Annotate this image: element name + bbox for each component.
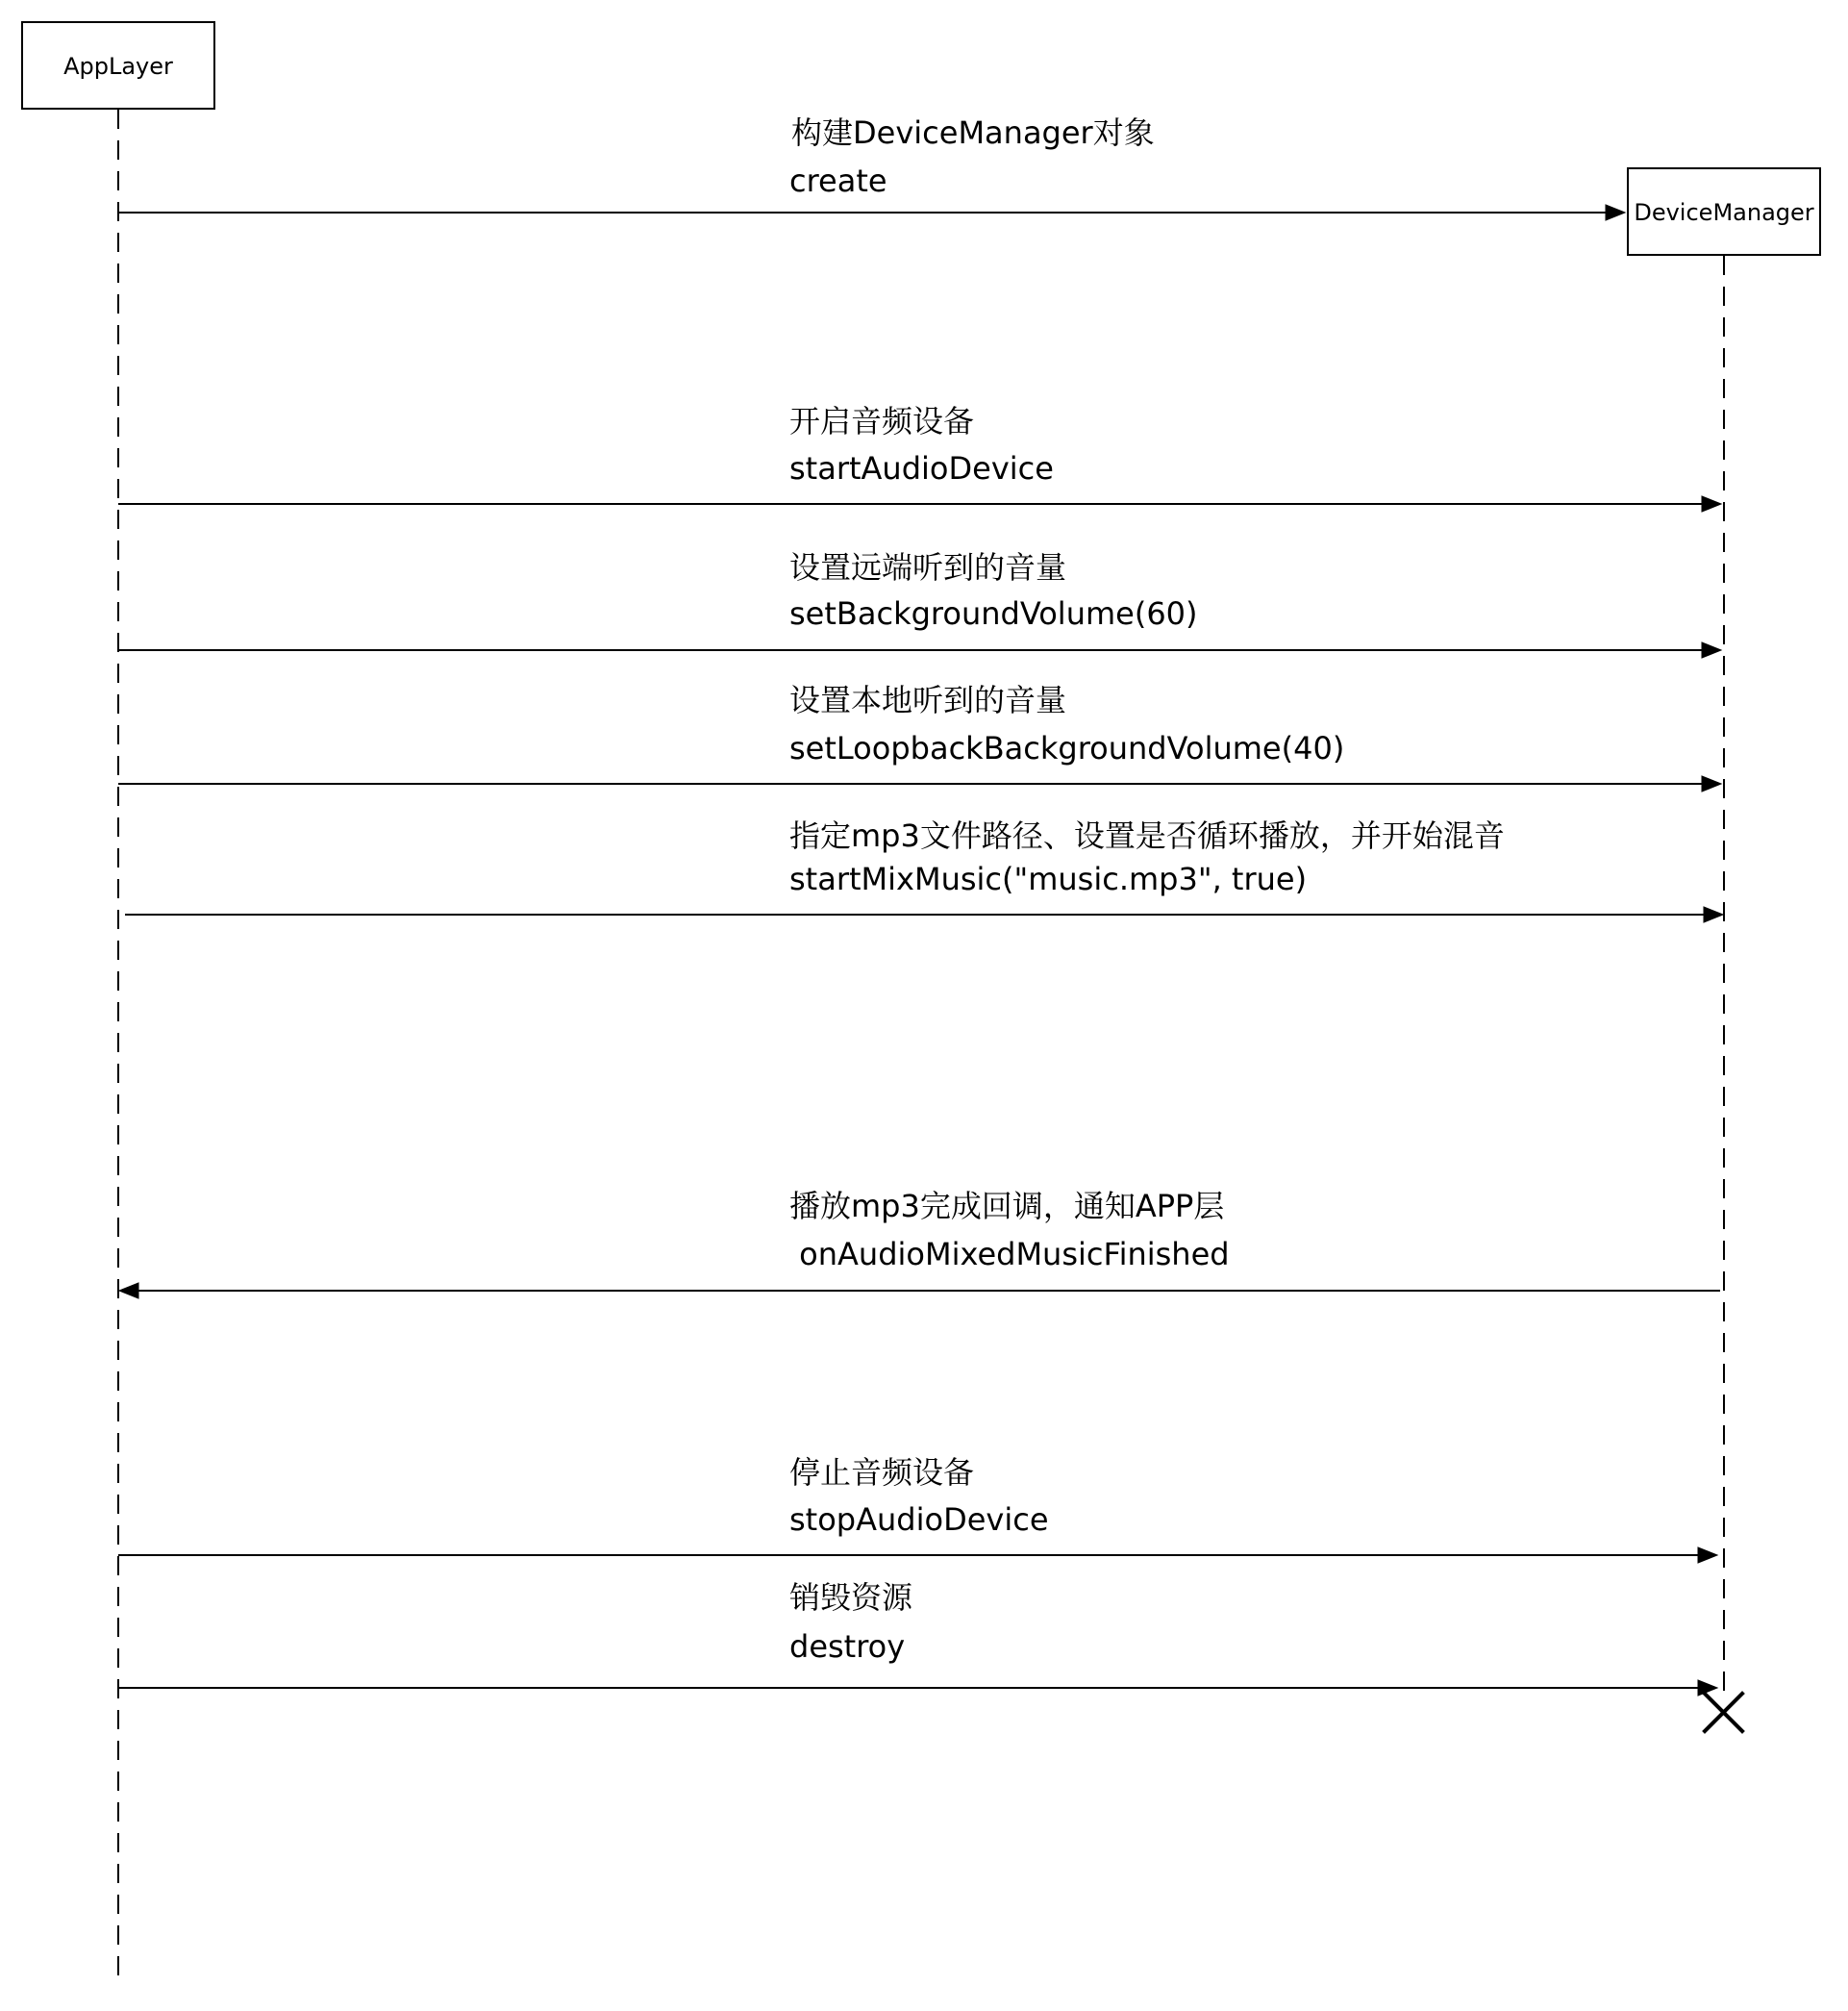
message-call: onAudioMixedMusicFinished: [789, 1236, 1230, 1272]
message-stop-audio-device: [118, 1454, 1717, 1563]
message-call: setBackgroundVolume(60): [789, 595, 1198, 632]
message-on-audio-mixed-music-finished: [119, 1188, 1720, 1298]
message-start-mix-music: [125, 817, 1723, 922]
message-call: startMixMusic("music.mp3", true): [789, 861, 1308, 897]
arrowhead-right-icon: [1704, 907, 1723, 922]
message-destroy: [118, 1579, 1717, 1696]
message-start-audio-device: [118, 403, 1721, 512]
applayer-label: AppLayer: [63, 53, 173, 80]
message-call: startAudioDevice: [789, 450, 1054, 487]
message-description: 销毁资源: [789, 1579, 913, 1616]
message-set-background-volume: [118, 549, 1721, 658]
arrowhead-left-icon: [119, 1283, 138, 1298]
arrowhead-right-icon: [1698, 1680, 1717, 1696]
applayer-participant: [22, 22, 214, 109]
message-description: 播放mp3完成回调，通知APP层: [789, 1188, 1225, 1224]
message-description: 停止音频设备: [789, 1454, 975, 1491]
message-create: [118, 114, 1625, 220]
arrowhead-right-icon: [1702, 776, 1721, 792]
message-description: 构建DeviceManager对象: [791, 114, 1155, 151]
arrowhead-right-icon: [1702, 496, 1721, 512]
arrowhead-right-icon: [1702, 642, 1721, 658]
devicemanager-participant: [1628, 168, 1820, 255]
message-description: 设置远端听到的音量: [789, 549, 1067, 586]
message-description: 开启音频设备: [789, 403, 975, 440]
message-call: stopAudioDevice: [789, 1501, 1049, 1538]
message-call: setLoopbackBackgroundVolume(40): [789, 730, 1345, 767]
message-set-loopback-background-volume: [118, 682, 1721, 792]
message-description: 指定mp3文件路径、设置是否循环播放，并开始混音: [789, 817, 1505, 854]
message-call: create: [789, 163, 887, 199]
message-description: 设置本地听到的音量: [789, 682, 1067, 718]
arrowhead-right-icon: [1606, 205, 1625, 220]
destroy-x-icon: [1705, 1694, 1742, 1731]
message-call: destroy: [789, 1628, 906, 1665]
arrowhead-right-icon: [1698, 1547, 1717, 1563]
devicemanager-label: DeviceManager: [1634, 199, 1814, 226]
